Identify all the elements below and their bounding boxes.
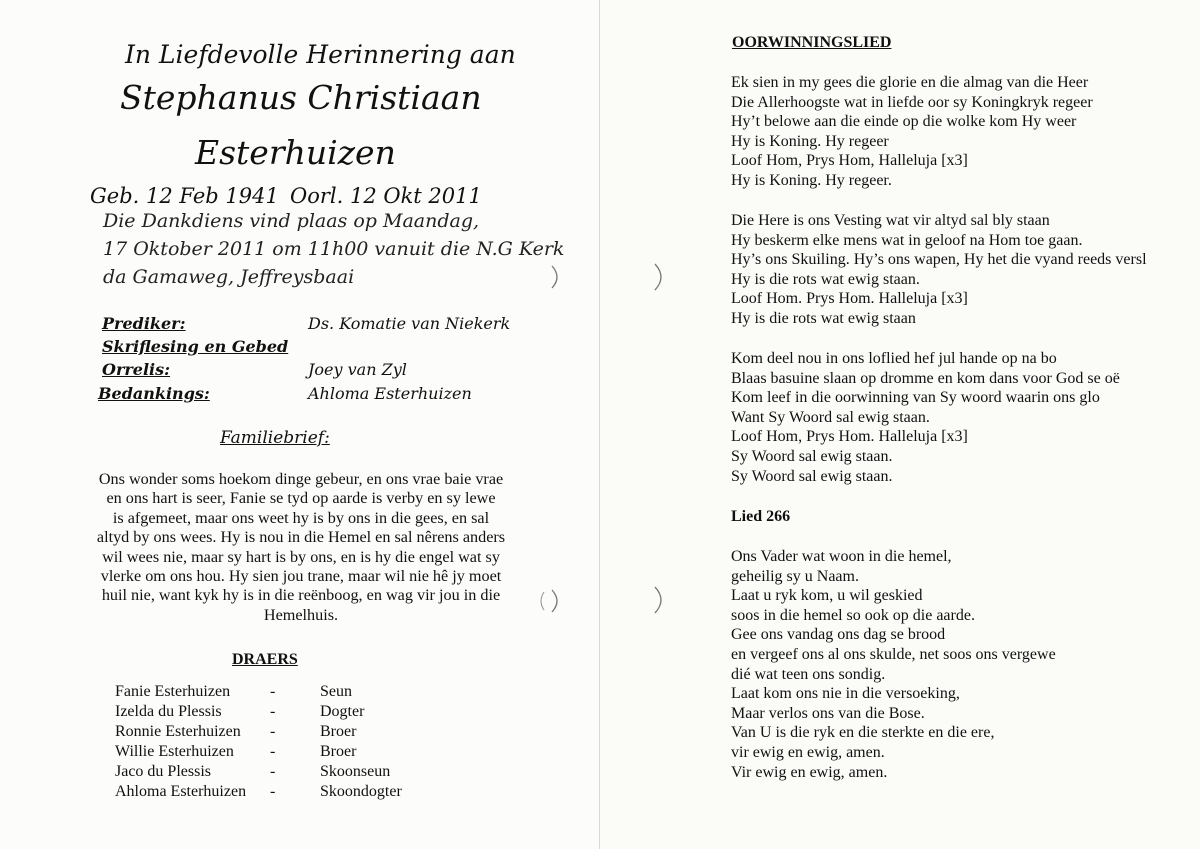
punch-hole-mark-icon bbox=[645, 583, 675, 617]
bearer-name: Ronnie Esterhuizen bbox=[115, 723, 241, 740]
role-value: Joey van Zyl bbox=[308, 360, 407, 379]
hymn-line: dié wat teen ons sondig. bbox=[731, 665, 886, 683]
hymn-line: geheilig sy u Naam. bbox=[731, 567, 859, 585]
letter-line: en ons hart is seer, Fanie se tyd op aarde is verby en sy lewe bbox=[106, 489, 496, 508]
song-line: Kom leef in die oorwinning van Sy woord waarin ons glo bbox=[731, 389, 1100, 407]
bearer-name: Jaco du Plessis bbox=[115, 763, 211, 780]
song-line: Blaas basuine slaan op dromme en kom dans voor God se oë bbox=[731, 369, 1120, 387]
letter-line: huil nie, want kyk hy is in die reënboog, en wag vir jou in die bbox=[101, 586, 501, 605]
service-line: 17 Oktober 2011 om 11h00 vanuit die N.G Kerk bbox=[103, 238, 565, 260]
family-letter bbox=[45, 470, 557, 625]
song-line: Want Sy Woord sal ewig staan. bbox=[731, 408, 930, 426]
song-line: Ek sien in my gees die glorie en die almag van die Heer bbox=[731, 74, 1089, 91]
service-line: Die Dankdiens vind plaas op Maandag, bbox=[103, 210, 480, 232]
service-line: da Gamaweg, Jeffreysbaai bbox=[103, 266, 355, 288]
letter-line: is afgemeet, maar ons weet hy is by ons in die gees, en sal bbox=[112, 508, 490, 527]
punch-hole-mark-icon bbox=[538, 262, 568, 292]
bearer-name: Izelda du Plessis bbox=[115, 703, 222, 720]
role-label: Bedankings: bbox=[98, 384, 210, 403]
bearer-dash: - bbox=[270, 723, 276, 740]
bearer-dash: - bbox=[270, 783, 276, 800]
bearer-dash: - bbox=[270, 703, 276, 720]
letter-line: Hemelhuis. bbox=[263, 605, 339, 624]
song-line: Hy is Koning. Hy regeer. bbox=[731, 171, 892, 189]
song-line: Sy Woord sal ewig staan. bbox=[731, 447, 893, 465]
birth-date: Geb. 12 Feb 1941 bbox=[90, 184, 279, 208]
letter-line: vlerke om ons hou. Hy sien jou trane, maar wil nie hê jy moet bbox=[100, 567, 502, 586]
bearer-dash: - bbox=[270, 743, 276, 760]
bearer-relation: Skoonseun bbox=[320, 763, 391, 780]
song-line: Hy is die rots wat ewig staan. bbox=[731, 270, 920, 288]
letter-title: Familiebrief: bbox=[220, 428, 330, 448]
bearer-relation: Broer bbox=[320, 743, 357, 760]
victory-song-title: OORWINNINGSLIED bbox=[732, 34, 892, 51]
hymn-text bbox=[731, 547, 1056, 782]
hymn-line: vir ewig en ewig, amen. bbox=[731, 743, 885, 761]
role-value: Ds. Komatie van Niekerk bbox=[308, 314, 511, 333]
role-value: Ahloma Esterhuizen bbox=[308, 384, 472, 403]
song-line: Loof Hom, Prys Hom. Halleluja [x3] bbox=[731, 428, 968, 446]
bearer-dash: - bbox=[270, 763, 276, 780]
bearer-relation: Skoondogter bbox=[320, 783, 402, 800]
song-line: Hy’s ons Skuiling. Hy’s ons wapen, Hy het die vyand reeds versl bbox=[731, 251, 1147, 269]
hymn-line: Gee ons vandag ons dag se brood bbox=[731, 626, 946, 644]
bearer-name: Ahloma Esterhuizen bbox=[115, 783, 247, 800]
song-line: Hy’t belowe aan die einde op die wolke kom Hy weer bbox=[731, 113, 1077, 131]
punch-hole-mark-icon bbox=[645, 260, 675, 294]
song-line: Hy is Koning. Hy regeer bbox=[731, 132, 889, 150]
song-stanza bbox=[731, 73, 1093, 191]
hymn-line: Laat u ryk kom, u wil geskied bbox=[731, 587, 923, 605]
punch-hole-mark-icon bbox=[534, 586, 568, 616]
hymn-line: soos in die hemel so ook op die aarde. bbox=[731, 606, 975, 624]
letter-line: altyd by ons wees. Hy is nou in die Hemel en sal nêrens anders bbox=[96, 528, 506, 547]
song-stanza bbox=[731, 349, 1120, 486]
hymn-line: Ons Vader wat woon in die hemel, bbox=[731, 548, 952, 565]
death-date: Oorl. 12 Okt 2011 bbox=[290, 184, 482, 208]
role-label: Orrelis: bbox=[102, 360, 171, 379]
bearer-relation: Dogter bbox=[320, 703, 365, 720]
hymn-line: Vir ewig en ewig, amen. bbox=[731, 763, 888, 781]
bearer-relation: Seun bbox=[320, 683, 352, 700]
bearer-name: Fanie Esterhuizen bbox=[115, 683, 231, 700]
song-line: Loof Hom, Prys Hom, Halleluja [x3] bbox=[731, 152, 968, 170]
deceased-first-names: Stephanus Christiaan bbox=[120, 78, 482, 117]
song-stanza bbox=[731, 211, 1147, 329]
right-page bbox=[600, 0, 1200, 849]
song-line: Kom deel nou in ons loflied hef jul hande op na bo bbox=[731, 350, 1057, 367]
bearer-relation: Broer bbox=[320, 723, 357, 740]
hymn-line: Laat kom ons nie in die versoeking, bbox=[731, 685, 960, 703]
role-label: Prediker: bbox=[102, 314, 186, 333]
bearer-dash: - bbox=[270, 683, 276, 700]
hymn-title: Lied 266 bbox=[731, 508, 791, 525]
bearers-title: DRAERS bbox=[232, 651, 298, 668]
song-line: Die Here is ons Vesting wat vir altyd sal bly staan bbox=[731, 212, 1050, 229]
letter-line: wil wees nie, maar sy hart is by ons, en is hy die engel wat sy bbox=[102, 547, 500, 566]
song-line: Die Allerhoogste wat in liefde oor sy Koningkryk regeer bbox=[731, 93, 1093, 111]
letter-line: Ons wonder soms hoekom dinge gebeur, en ons vrae baie vrae bbox=[98, 470, 504, 488]
hymn-line: en vergeef ons al ons skulde, net soos ons vergewe bbox=[731, 645, 1056, 663]
deceased-surname: Esterhuizen bbox=[195, 133, 396, 172]
song-line: Hy beskerm elke mens wat in geloof na Hom toe gaan. bbox=[731, 231, 1083, 249]
memorial-heading: In Liefdevolle Herinnering aan bbox=[125, 40, 516, 69]
hymn-line: Maar verlos ons van die Bose. bbox=[731, 704, 925, 722]
role-label: Skriflesing en Gebed bbox=[102, 337, 289, 356]
hymn-line: Van U is die ryk en die sterkte en die ere, bbox=[731, 724, 995, 742]
song-line: Hy is die rots wat ewig staan bbox=[731, 309, 916, 327]
song-line: Sy Woord sal ewig staan. bbox=[731, 467, 893, 485]
bearer-name: Willie Esterhuizen bbox=[115, 743, 234, 760]
song-line: Loof Hom. Prys Hom. Halleluja [x3] bbox=[731, 290, 968, 308]
